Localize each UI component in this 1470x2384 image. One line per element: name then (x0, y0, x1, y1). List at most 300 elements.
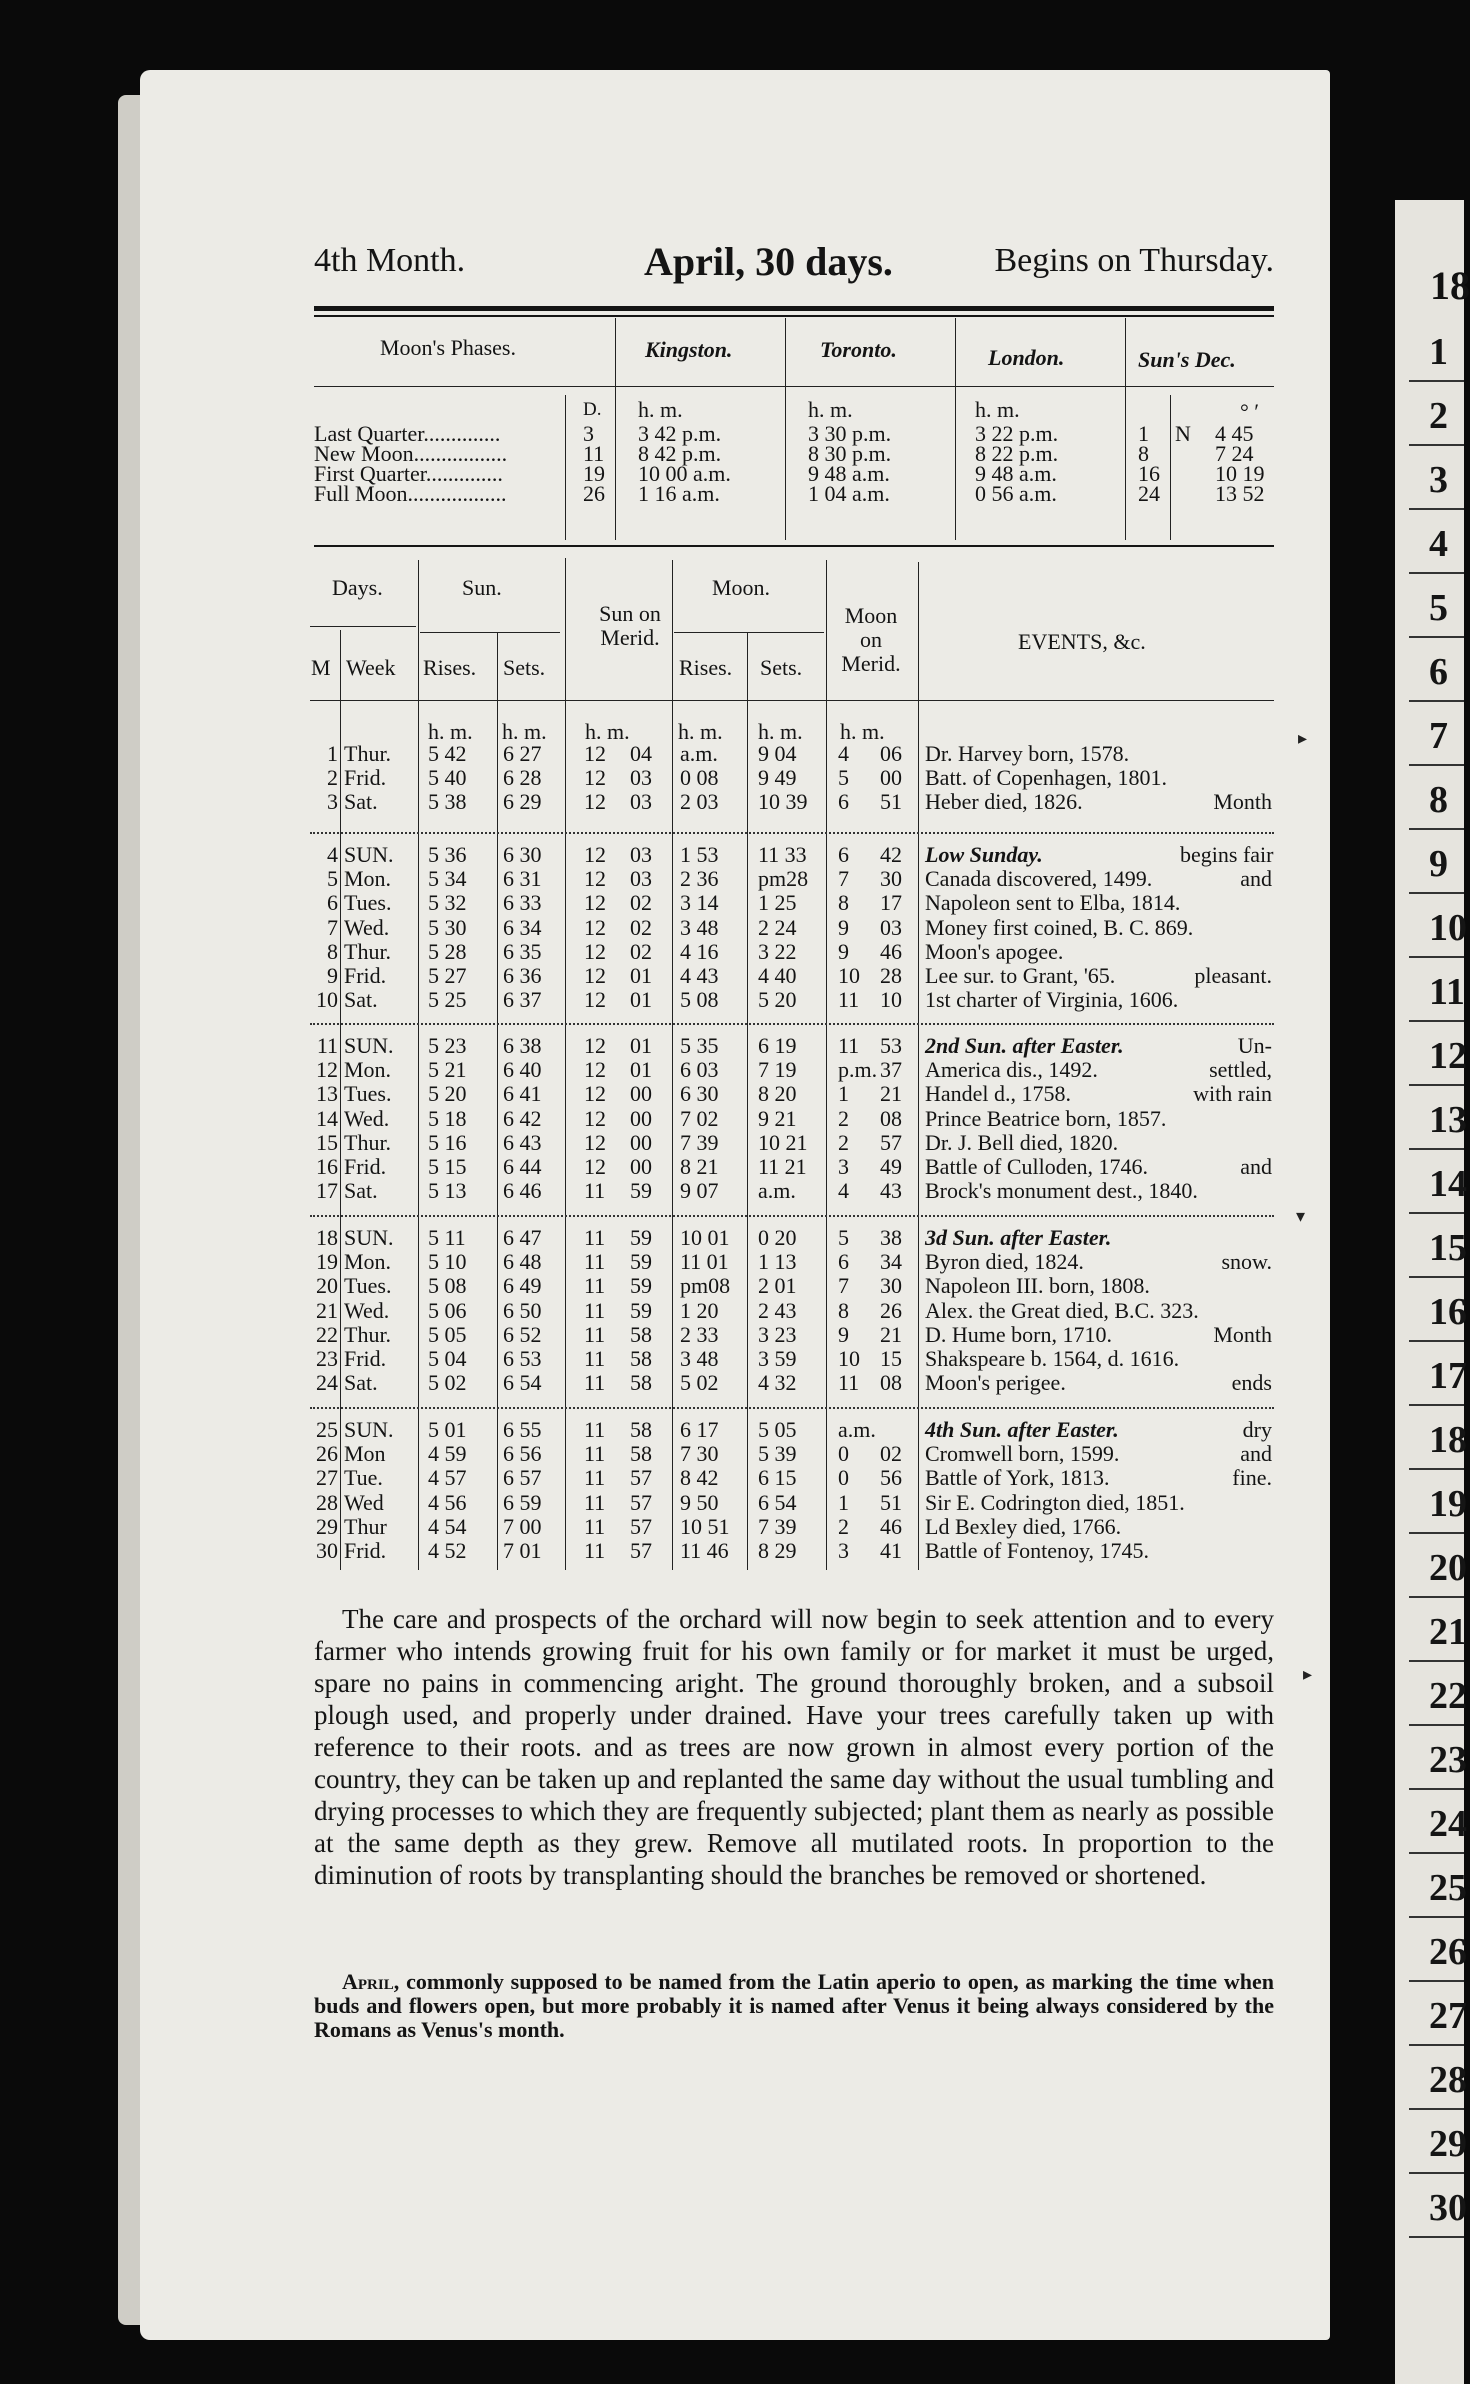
moon-merid-h: 2 (838, 1129, 849, 1155)
moon-rises: 7 39 (680, 1129, 719, 1155)
adjacent-day-number: 6 (1429, 651, 1448, 693)
sun-sets: 6 41 (503, 1081, 542, 1107)
phase-day: 3 (583, 421, 594, 446)
adjacent-day-number: 2 (1429, 395, 1448, 437)
weekday: Mon. (344, 866, 392, 892)
moon-merid-m: 53 (880, 1033, 902, 1058)
moon-merid-m: 17 (880, 890, 902, 916)
moon-merid-h: 5 (838, 765, 849, 791)
moon-merid-h: 6 (838, 1249, 849, 1275)
unit-label: ° ′ (1240, 399, 1260, 424)
moon-rises: 5 08 (680, 987, 719, 1013)
week-separator (310, 1215, 1274, 1217)
event: Battle of York, 1813. (925, 1465, 1110, 1491)
moon-sets: 11 21 (758, 1154, 807, 1179)
toronto-time: 1 04 a.m. (808, 481, 890, 506)
event: America dis., 1492. (925, 1057, 1098, 1083)
moon-merid-m: 26 (880, 1297, 902, 1323)
sun-merid-h: 12 (584, 938, 606, 964)
weekday: Tue. (344, 1465, 383, 1491)
sun-merid-m: 03 (630, 789, 652, 815)
sun-rises: 5 20 (428, 1081, 467, 1107)
adjacent-rule (1409, 892, 1464, 894)
weather: Un- (1237, 1033, 1272, 1058)
moon-merid-h: 10 (838, 963, 860, 988)
moon-merid-m: 34 (880, 1249, 902, 1275)
sun-rises: 4 54 (428, 1513, 467, 1539)
moon-sets: 2 43 (758, 1297, 797, 1323)
event: Batt. of Copenhagen, 1801. (925, 765, 1167, 791)
adjacent-rule (1409, 2044, 1464, 2046)
weekday: Wed. (344, 1297, 390, 1323)
day-number: 9 (327, 963, 338, 988)
divider (340, 630, 341, 1570)
moon-sets: 9 49 (758, 765, 797, 791)
adjacent-day-number: 27 (1429, 1995, 1467, 2037)
moon-sets: 9 04 (758, 741, 797, 766)
event: Brock's monument dest., 1840. (925, 1178, 1198, 1204)
event: Byron died, 1824. (925, 1249, 1084, 1275)
sun-merid-m: 58 (630, 1346, 652, 1371)
sun-rises: 5 28 (428, 938, 467, 964)
moon-sets: 4 32 (758, 1370, 797, 1396)
sun-rises: 5 06 (428, 1297, 467, 1323)
moon-merid-h: 1 (838, 1489, 849, 1515)
sun-sets: 6 56 (503, 1441, 542, 1467)
sun-merid-h: 12 (584, 842, 606, 867)
phase-name: New Moon................. (314, 441, 508, 466)
sun-merid-m: 03 (630, 866, 652, 892)
sun-sets: 6 30 (503, 842, 542, 867)
sun-merid-h: 11 (584, 1441, 606, 1467)
moon-merid-h: 2 (838, 1513, 849, 1539)
adjacent-day-number: 9 (1429, 843, 1448, 885)
week-header: Week (346, 655, 396, 680)
london-time: 9 48 a.m. (975, 461, 1057, 486)
event: Lee sur. to Grant, '65. (925, 963, 1116, 988)
day-number: 8 (327, 938, 338, 964)
moon-merid-h: 6 (838, 789, 849, 815)
moon-merid-h: 2 (838, 1105, 849, 1131)
unit-label: h. m. (638, 397, 683, 422)
adjacent-day-number: 20 (1429, 1547, 1467, 1589)
moon-merid-m: 37 (880, 1057, 902, 1083)
sun-merid-h: 12 (584, 890, 606, 916)
day-number: 12 (316, 1057, 338, 1083)
moon-merid-m: 10 (880, 987, 902, 1013)
sun-merid-m: 59 (630, 1225, 652, 1250)
moon-rises: pm08 (680, 1273, 731, 1299)
adjacent-day-number: 1 (1429, 331, 1448, 373)
moon-merid-h: 7 (838, 866, 849, 892)
event: Handel d., 1758. (925, 1081, 1072, 1107)
sun-rises: 5 05 (428, 1321, 467, 1347)
event: Battle of Culloden, 1746. (925, 1154, 1149, 1179)
day-number: 29 (316, 1513, 338, 1539)
divider (1125, 318, 1126, 540)
event: 1st charter of Virginia, 1606. (925, 987, 1179, 1013)
day-number: 14 (316, 1105, 338, 1131)
sun-merid-h: 12 (584, 1129, 606, 1155)
unit-label: h. m. (975, 397, 1020, 422)
kingston-time: 1 16 a.m. (638, 481, 720, 506)
sun-merid-m: 58 (630, 1441, 652, 1467)
moon-merid-m: 00 (880, 765, 902, 791)
day-number: 21 (316, 1297, 338, 1323)
sun-rises: 4 57 (428, 1465, 467, 1491)
event: D. Hume born, 1710. (925, 1321, 1112, 1347)
sun-merid-m: 58 (630, 1417, 652, 1442)
moon-merid-h: 10 (838, 1346, 860, 1371)
sun-rises: 5 04 (428, 1346, 467, 1371)
sun-sets: 6 29 (503, 789, 542, 815)
sun-merid-h: 12 (584, 1033, 606, 1058)
weekday: SUN. (344, 1225, 394, 1250)
sun-sets: 6 44 (503, 1154, 542, 1179)
moon-rises: 0 08 (680, 765, 719, 791)
dec-day: 8 (1138, 441, 1149, 466)
moon-merid-h: a.m. (838, 1417, 876, 1442)
moon-rises: 1 53 (680, 842, 719, 867)
sun-rises: 5 10 (428, 1249, 467, 1275)
sun-merid-m: 01 (630, 1033, 652, 1058)
weekday: Thur. (344, 1321, 392, 1347)
orchard-paragraph: The care and prospects of the orchard will now begin to seek attention and to every farmer who intends growing fruit for his own family or for market it must be urged, spare no pains in commencing aright. The ground thoroughly broken, and a subsoil plough used, and properly under drained. Have your trees carefully taken up with reference to their roots. and as trees are now grown in almost every portion of the country, they can be taken up and replanted the same day without the usual tumbling and drying processes to which they are frequently subjected; plant them as nearly as possible at the same depth as they grew. Remove all mutilated roots. In proportion to the diminution of roots by transplanting should the branches be removed or shortened. (314, 1604, 1274, 1890)
moon-sets: 5 05 (758, 1417, 797, 1442)
moon-merid-m: 49 (880, 1154, 902, 1179)
toronto-time: 9 48 a.m. (808, 461, 890, 486)
event: Alex. the Great died, B.C. 323. (925, 1297, 1199, 1323)
divider (826, 560, 827, 1570)
event: Canada discovered, 1499. (925, 866, 1153, 892)
sun-merid-m: 04 (630, 741, 652, 766)
sun-merid-m: 57 (630, 1465, 652, 1491)
sun-sets: 6 40 (503, 1057, 542, 1083)
moon-merid-m: 51 (880, 1489, 902, 1515)
sun-merid-h: 12 (584, 1057, 606, 1083)
weekday: Wed (344, 1489, 384, 1515)
phase-name: Last Quarter.............. (314, 421, 501, 446)
sun-merid-h: 11 (584, 1370, 606, 1396)
adjacent-day-number: 24 (1429, 1803, 1467, 1845)
moon-merid-m: 08 (880, 1105, 902, 1131)
sun-merid-m: 02 (630, 890, 652, 916)
moon-sets: 1 13 (758, 1249, 797, 1275)
moon-sets-header: Sets. (760, 655, 803, 680)
sun-merid-m: 59 (630, 1178, 652, 1204)
moon-sets: 8 20 (758, 1081, 797, 1107)
moon-merid-m: 03 (880, 914, 902, 940)
weekday: Frid. (344, 1154, 387, 1179)
sun-rises: 5 38 (428, 789, 467, 815)
day-number: 2 (327, 765, 338, 791)
days-header: Days. (332, 575, 383, 600)
divider (310, 626, 416, 627)
london-time: 0 56 a.m. (975, 481, 1057, 506)
weather: pleasant. (1194, 963, 1272, 988)
adjacent-day-number: 13 (1429, 1099, 1467, 1141)
moon-sets: 7 19 (758, 1057, 797, 1083)
day-number: 17 (316, 1178, 338, 1204)
header-rule-thin (314, 315, 1274, 317)
sun-merid-h: 12 (584, 765, 606, 791)
sun-merid-h: 12 (584, 963, 606, 988)
weekday: Sat. (344, 1370, 378, 1396)
event: Battle of Fontenoy, 1745. (925, 1538, 1150, 1563)
event: 4th Sun. after Easter. (925, 1417, 1119, 1442)
sun-rises: 5 34 (428, 866, 467, 892)
weather: and (1240, 1441, 1272, 1467)
moon-sets: 5 39 (758, 1441, 797, 1467)
sun-merid-h: 11 (584, 1225, 606, 1250)
event: 2nd Sun. after Easter. (925, 1033, 1124, 1058)
sun-merid-h: 11 (584, 1273, 606, 1299)
sun-merid-m: 57 (630, 1538, 652, 1563)
moon-sets: 10 21 (758, 1129, 808, 1155)
weekday: Wed. (344, 914, 390, 940)
moon-rises: 3 48 (680, 914, 719, 940)
sun-sets: 7 00 (503, 1513, 542, 1539)
sun-sets: 6 35 (503, 938, 542, 964)
sun-rises: 5 27 (428, 963, 467, 988)
weekday: Sat. (344, 987, 378, 1013)
day-number: 25 (316, 1417, 338, 1442)
moon-merid-m: 38 (880, 1225, 902, 1250)
phases-bottom-rule (314, 545, 1274, 547)
sun-merid-h: 12 (584, 866, 606, 892)
sun-rises: 5 36 (428, 842, 467, 867)
sun-merid-h: 11 (584, 1513, 606, 1539)
april-note-text: commonly supposed to be named from the Latin aperio to open, as marking the time when buds and flowers open, but more probably it is named after Venus it being always considered by the Romans as Venus's month. (314, 1969, 1274, 2042)
moon-rises: 2 36 (680, 866, 719, 892)
day-number: 27 (316, 1465, 338, 1491)
kingston-header: Kingston. (645, 337, 733, 362)
moon-merid-h: 8 (838, 1297, 849, 1323)
moon-sets: 2 24 (758, 914, 797, 940)
moon-rises: 2 03 (680, 789, 719, 815)
event: Low Sunday. (925, 842, 1043, 867)
moon-sets: 0 20 (758, 1225, 797, 1250)
sun-sets: 6 37 (503, 987, 542, 1013)
sun-sets: 6 38 (503, 1033, 542, 1058)
sun-merid-h: 12 (584, 1154, 606, 1179)
sun-sets: 6 54 (503, 1370, 542, 1396)
day-number: 4 (327, 842, 338, 867)
moon-rises: 1 20 (680, 1297, 719, 1323)
moon-merid-h: p.m. (838, 1057, 878, 1083)
margin-mark: ▸ (1303, 1664, 1313, 1684)
moon-merid-h: 4 (838, 1178, 849, 1204)
divider (785, 318, 786, 540)
moon-rises: 5 35 (680, 1033, 719, 1058)
sun-sets: 6 33 (503, 890, 542, 916)
moon-rises: 11 46 (680, 1538, 729, 1563)
sun-rises: 5 13 (428, 1178, 467, 1204)
weekday: Frid. (344, 963, 387, 988)
phase-name: First Quarter.............. (314, 461, 503, 486)
weekday: Mon. (344, 1057, 392, 1083)
moon-rises: 7 02 (680, 1105, 719, 1131)
weekday: Thur. (344, 1129, 392, 1155)
day-number: 13 (316, 1081, 338, 1107)
sun-merid-h: 12 (584, 1105, 606, 1131)
sun-sets: 6 50 (503, 1297, 542, 1323)
weekday: Thur. (344, 938, 392, 964)
moon-merid-header: Moon on Merid. (841, 603, 901, 676)
sun-sets: 6 53 (503, 1346, 542, 1371)
phase-name: Full Moon.................. (314, 481, 507, 506)
sun-rises: 5 16 (428, 1129, 467, 1155)
moon-merid-h: 11 (838, 1033, 860, 1058)
begins-on: Begins on Thursday. (994, 242, 1274, 279)
weather: settled, (1209, 1057, 1272, 1083)
sun-merid-m: 58 (630, 1321, 652, 1347)
unit-label: h. m. (502, 719, 547, 744)
adjacent-rule (1409, 1148, 1464, 1150)
event: Moon's apogee. (925, 938, 1064, 964)
sun-rises: 5 11 (428, 1225, 466, 1250)
moon-sets: 3 23 (758, 1321, 797, 1347)
weather: begins fair (1180, 842, 1274, 867)
margin-mark: ▸ (1298, 728, 1308, 748)
sun-merid-h: 12 (584, 987, 606, 1013)
dec-value: 13 52 (1215, 481, 1265, 506)
sun-rises: 5 18 (428, 1105, 467, 1131)
adjacent-day-number: 3 (1429, 459, 1448, 501)
moon-merid-m: 30 (880, 1273, 902, 1299)
divider (615, 318, 616, 540)
margin-mark: ▾ (1296, 1206, 1306, 1226)
weather: and (1240, 1154, 1272, 1179)
adjacent-day-number: 30 (1429, 2187, 1467, 2229)
weekday: SUN. (344, 1417, 394, 1442)
sun-merid-h: 11 (584, 1538, 606, 1563)
adjacent-day-number: 10 (1429, 907, 1467, 949)
moon-merid-h: 9 (838, 914, 849, 940)
adjacent-day-number: 15 (1429, 1227, 1467, 1269)
adjacent-day-number: 25 (1429, 1867, 1467, 1909)
weekday: SUN. (344, 1033, 394, 1058)
moon-rises: 9 07 (680, 1178, 719, 1204)
weekday: Frid. (344, 765, 387, 791)
dec-value: 7 24 (1215, 441, 1254, 466)
weather: fine. (1232, 1465, 1272, 1491)
sundec-header: Sun's Dec. (1138, 347, 1236, 372)
adjacent-rule (1409, 380, 1464, 382)
moon-sets: 1 25 (758, 890, 797, 916)
toronto-header: Toronto. (820, 337, 897, 362)
moon-merid-m: 43 (880, 1178, 902, 1204)
moon-sets: a.m. (758, 1178, 796, 1204)
adjacent-rule (1409, 1276, 1464, 1278)
adjacent-day-number: 8 (1429, 779, 1448, 821)
day-number: 18 (316, 1225, 338, 1250)
day-number: 5 (327, 866, 338, 892)
divider (497, 632, 498, 1570)
moon-rises: 4 43 (680, 963, 719, 988)
moon-merid-m: 28 (880, 963, 902, 988)
event: Heber died, 1826. (925, 789, 1083, 815)
day-number: 26 (316, 1441, 338, 1467)
sun-sets: 6 31 (503, 866, 542, 892)
moon-merid-h: 5 (838, 1225, 849, 1250)
weekday: Sat. (344, 1178, 378, 1204)
sun-merid-m: 00 (630, 1129, 652, 1155)
divider (955, 318, 956, 540)
sun-sets: 6 52 (503, 1321, 542, 1347)
adjacent-rule (1409, 2236, 1464, 2238)
sun-merid-h: 12 (584, 914, 606, 940)
day-number: 15 (316, 1129, 338, 1155)
dec-ns: N (1175, 421, 1191, 446)
sun-merid-h: 11 (584, 1346, 606, 1371)
kingston-time: 8 42 p.m. (638, 441, 722, 466)
moon-rises: 7 30 (680, 1441, 719, 1467)
moon-merid-h: 11 (838, 1370, 860, 1396)
sun-rises: 5 02 (428, 1370, 467, 1396)
toronto-time: 8 30 p.m. (808, 441, 892, 466)
moon-rises: 6 30 (680, 1081, 719, 1107)
day-number: 3 (327, 789, 338, 815)
toronto-time: 3 30 p.m. (808, 421, 892, 446)
sun-rises: 5 21 (428, 1057, 467, 1083)
adjacent-day-number: 26 (1429, 1931, 1467, 1973)
unit-label: h. m. (808, 397, 853, 422)
moon-rises: 3 48 (680, 1346, 719, 1371)
sun-rises: 5 25 (428, 987, 467, 1013)
moon-rises: 10 51 (680, 1513, 730, 1539)
moon-merid-m: 30 (880, 866, 902, 892)
sun-merid-m: 01 (630, 1057, 652, 1083)
moon-merid-h: 7 (838, 1273, 849, 1299)
sun-merid-h: 11 (584, 1321, 606, 1347)
moon-merid-m: 21 (880, 1321, 902, 1347)
adjacent-rule (1409, 1596, 1464, 1598)
sun-merid-m: 01 (630, 963, 652, 988)
adjacent-rule (1409, 1980, 1464, 1982)
weekday: Tues. (344, 1273, 392, 1299)
event: Moon's perigee. (925, 1370, 1066, 1396)
phase-day: 19 (583, 461, 605, 486)
dec-day: 1 (1138, 421, 1149, 446)
kingston-time: 10 00 a.m. (638, 461, 731, 486)
sun-merid-m: 02 (630, 938, 652, 964)
sun-rises: 5 15 (428, 1154, 467, 1179)
sun-sets: 6 49 (503, 1273, 542, 1299)
weekday: Wed. (344, 1105, 390, 1131)
adjacent-rule (1409, 444, 1464, 446)
sun-header: Sun. (462, 575, 502, 600)
moon-sets: pm28 (758, 866, 809, 892)
weather: snow. (1221, 1249, 1272, 1275)
sun-sets: 6 28 (503, 765, 542, 791)
adjacent-rule (1409, 1916, 1464, 1918)
moon-rises: 10 01 (680, 1225, 730, 1250)
april-note (314, 1970, 1274, 2042)
moon-sets: 3 59 (758, 1346, 797, 1371)
weekday: Frid. (344, 1538, 387, 1563)
day-number: 28 (316, 1489, 338, 1515)
event: Money first coined, B. C. 869. (925, 914, 1194, 940)
moon-rises: 5 02 (680, 1370, 719, 1396)
weekday: Mon. (344, 1249, 392, 1275)
sun-merid-m: 03 (630, 765, 652, 791)
header-rule (314, 306, 1274, 311)
event: Ld Bexley died, 1766. (925, 1513, 1122, 1539)
unit-label: h. m. (678, 719, 723, 744)
adjacent-day-number: 5 (1429, 587, 1448, 629)
sun-merid-h: 11 (584, 1417, 606, 1442)
